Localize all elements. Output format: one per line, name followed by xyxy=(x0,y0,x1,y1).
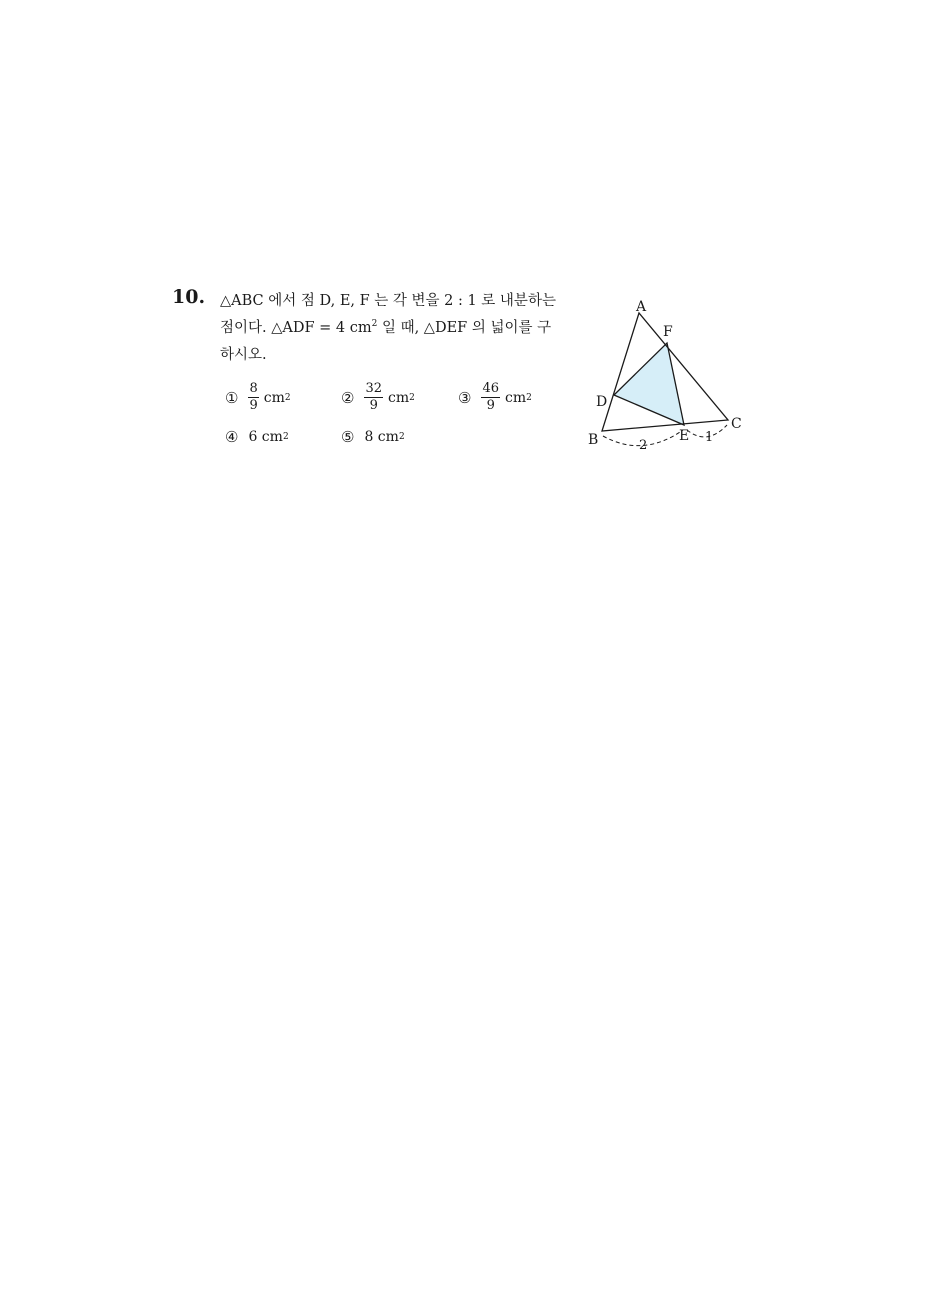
stem-line-2 xyxy=(220,315,580,342)
label-f: F xyxy=(663,324,673,340)
choice-4-mark: ④ xyxy=(225,428,239,446)
choice-4-value: 6 cm xyxy=(248,429,283,445)
choice-2-unit: cm xyxy=(388,389,410,406)
length-ec: 1 xyxy=(705,430,714,445)
label-e: E xyxy=(679,428,690,444)
stem-line-1: △ABC 에서 점 D, E, F 는 각 변을 2 : 1 로 내분하는 xyxy=(220,293,556,309)
label-d: D xyxy=(596,394,608,410)
choice-3[interactable]: ③ $\frac{46}{9}$ cm 2 xyxy=(458,381,532,413)
choice-3-fraction xyxy=(481,382,500,413)
question-number: 10. xyxy=(172,286,206,308)
choice-1-mark: ① xyxy=(225,388,239,407)
triangle-figure xyxy=(580,290,750,460)
choice-4[interactable]: ④ 6 cm 2 xyxy=(225,428,289,446)
question-stem xyxy=(220,288,580,369)
choice-1[interactable]: ① $\frac{8}{9}$ cm 2 xyxy=(225,381,291,413)
choice-2[interactable]: ② $\frac{32}{9}$ cm 2 xyxy=(341,381,415,413)
choice-3-numerator: 46 xyxy=(482,381,499,396)
label-a: A xyxy=(636,299,647,315)
choice-2-denominator: 9 xyxy=(369,398,378,413)
choice-3-denominator: 9 xyxy=(486,398,495,413)
choice-2-fraction xyxy=(364,382,383,413)
choice-2-numerator: 32 xyxy=(365,381,382,396)
label-b: B xyxy=(588,432,599,448)
choice-1-unit: cm xyxy=(263,389,285,406)
choice-1-numerator: 8 xyxy=(249,381,258,396)
choice-3-unit: cm xyxy=(505,389,527,406)
choice-1-denominator: 9 xyxy=(249,398,258,413)
length-be: 2 xyxy=(639,438,648,453)
choice-2-mark: ② xyxy=(341,388,355,407)
choice-5-value: 8 cm xyxy=(364,429,399,445)
stem-line-2b: 일 때, △DEF 의 넓이를 구 xyxy=(381,320,552,336)
choice-5[interactable]: ⑤ 8 cm 2 xyxy=(341,428,405,446)
stem-line-3: 하시오. xyxy=(220,347,267,363)
choice-5-mark: ⑤ xyxy=(341,428,355,446)
stem-line-2a: 점이다. △ADF = 4 cm xyxy=(220,320,372,336)
choice-3-mark: ③ xyxy=(458,388,472,407)
stem-superscript: 2 xyxy=(371,319,378,329)
choice-1-fraction xyxy=(248,382,258,413)
label-c: C xyxy=(731,416,742,432)
